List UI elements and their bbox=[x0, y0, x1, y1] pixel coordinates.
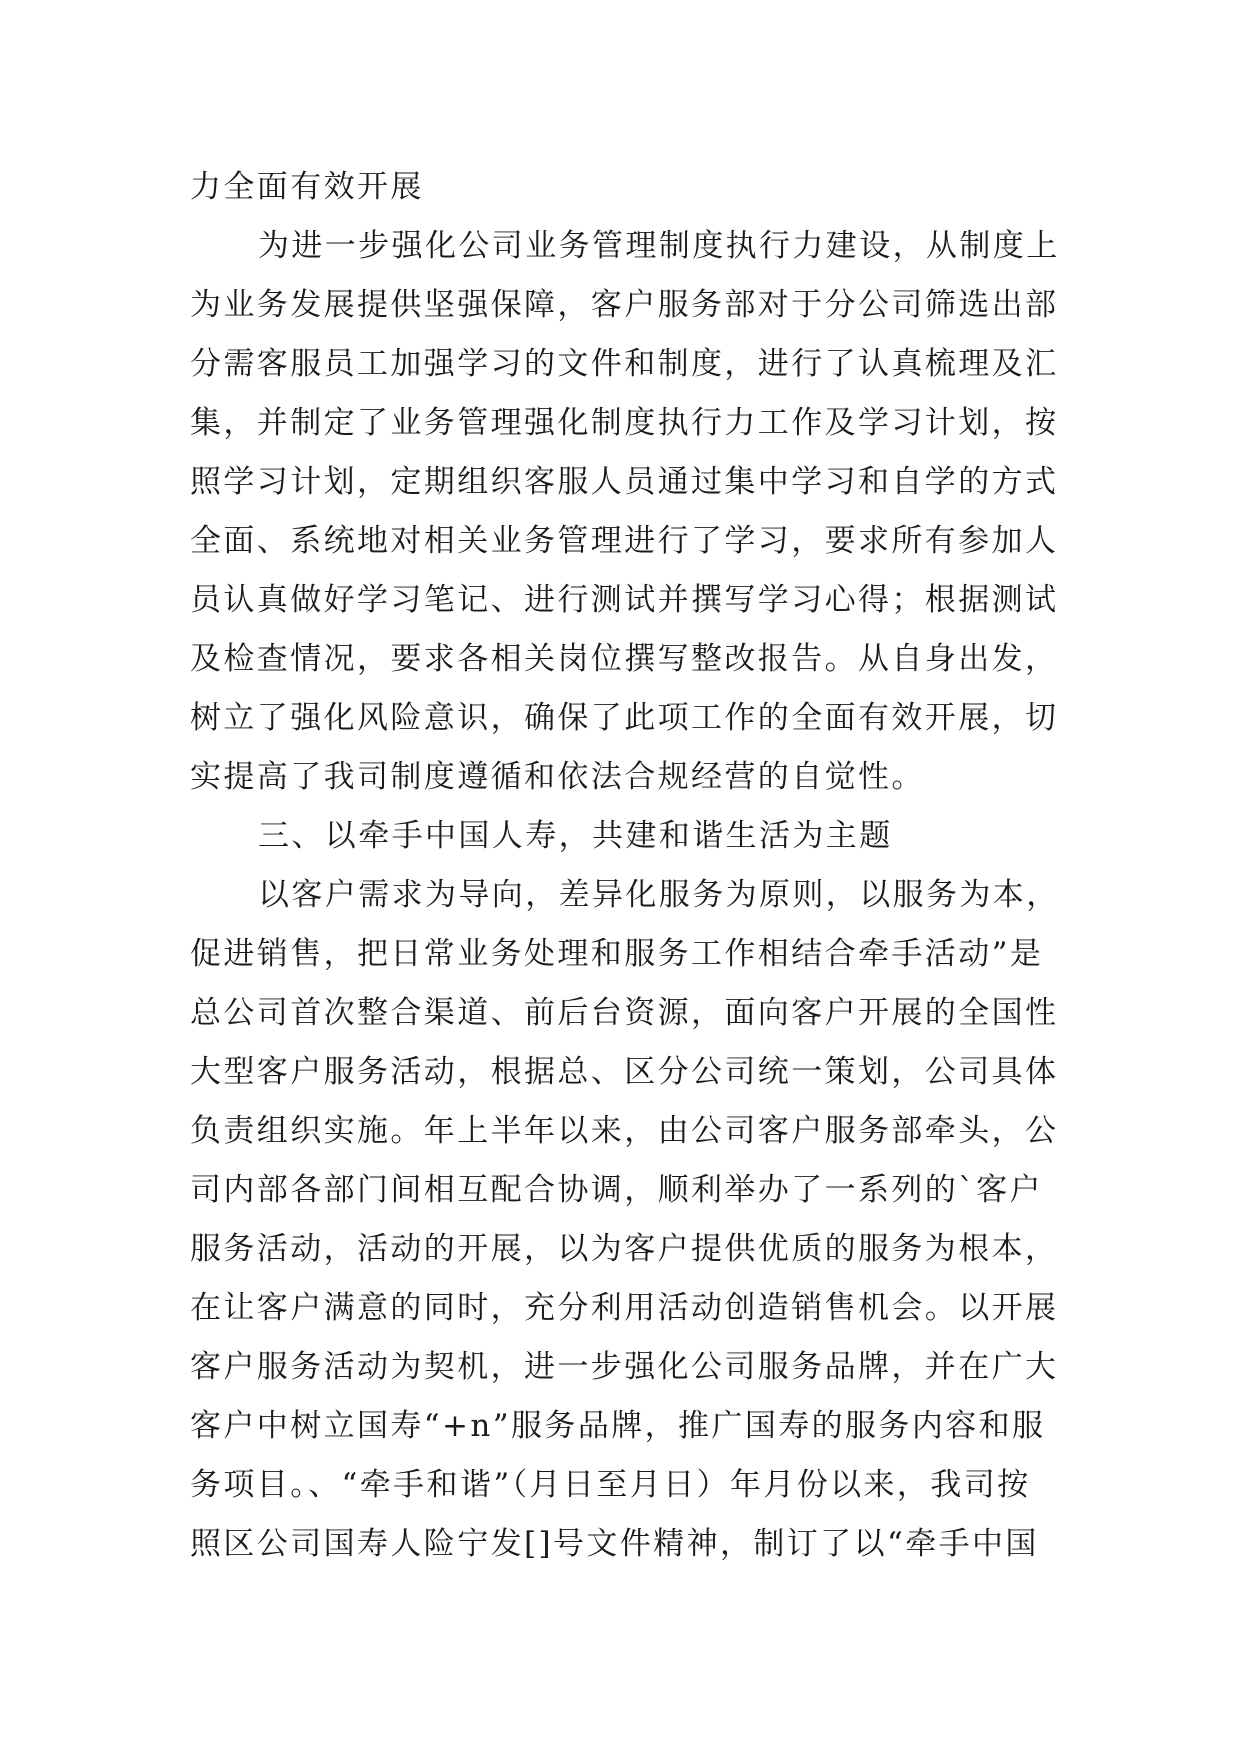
text-line: 客户服务活动为契机，进一步强化公司服务品牌，并在广大 bbox=[190, 1349, 1059, 1385]
text-line: 力全面有效开展 bbox=[190, 169, 424, 205]
text-line: 负责组织实施。年上半年以来，由公司客户服务部牵头，公 bbox=[190, 1113, 1059, 1149]
text-line: 全面、系统地对相关业务管理进行了学习，要求所有参加人 bbox=[190, 523, 1059, 559]
document-body bbox=[190, 158, 1060, 1574]
text-line: 大型客户服务活动，根据总、区分公司统一策划，公司具体 bbox=[190, 1054, 1059, 1090]
text-line: 为进一步强化公司业务管理制度执行力建设，从制度上 bbox=[258, 228, 1060, 264]
text-line: 树立了强化风险意识，确保了此项工作的全面有效开展，切 bbox=[190, 700, 1059, 736]
text-line: 促进销售，把日常业务处理和服务工作相结合牵手活动”是 bbox=[190, 936, 1044, 972]
text-line: 照学习计划，定期组织客服人员通过集中学习和自学的方式 bbox=[190, 464, 1059, 500]
text-line: 为业务发展提供坚强保障，客户服务部对于分公司筛选出部 bbox=[190, 287, 1059, 323]
text-line: 司内部各部门间相互配合协调，顺利举办了一系列的`客户 bbox=[190, 1172, 1043, 1208]
text-line: 服务活动，活动的开展，以为客户提供优质的服务为根本， bbox=[190, 1231, 1059, 1267]
text-line: 照区公司国寿人险宁发[]号文件精神，制订了以“牵手中国 bbox=[190, 1526, 1039, 1562]
text-line: 分需客服员工加强学习的文件和制度，进行了认真梳理及汇 bbox=[190, 346, 1059, 382]
text-line: 员认真做好学习笔记、进行测试并撰写学习心得；根据测试 bbox=[190, 582, 1059, 618]
text-line: 实提高了我司制度遵循和依法合规经营的自觉性。 bbox=[190, 759, 925, 795]
text-line: 在让客户满意的同时，充分利用活动创造销售机会。以开展 bbox=[190, 1290, 1059, 1326]
text-line: 以客户需求为导向，差异化服务为原则，以服务为本， bbox=[258, 877, 1060, 913]
text-line: 集，并制定了业务管理强化制度执行力工作及学习计划，按 bbox=[190, 405, 1059, 441]
text-line: 务项目。、“牵手和谐”（月日至月日）年月份以来，我司按 bbox=[190, 1467, 1031, 1503]
section-heading: 三、以牵手中国人寿，共建和谐生活为主题 bbox=[258, 818, 893, 854]
text-line: 客户中树立国寿“+n”服务品牌，推广国寿的服务内容和服 bbox=[190, 1408, 1046, 1444]
text-line: 及检查情况，要求各相关岗位撰写整改报告。从自身出发， bbox=[190, 641, 1059, 677]
text-line: 总公司首次整合渠道、前后台资源，面向客户开展的全国性 bbox=[190, 995, 1059, 1031]
